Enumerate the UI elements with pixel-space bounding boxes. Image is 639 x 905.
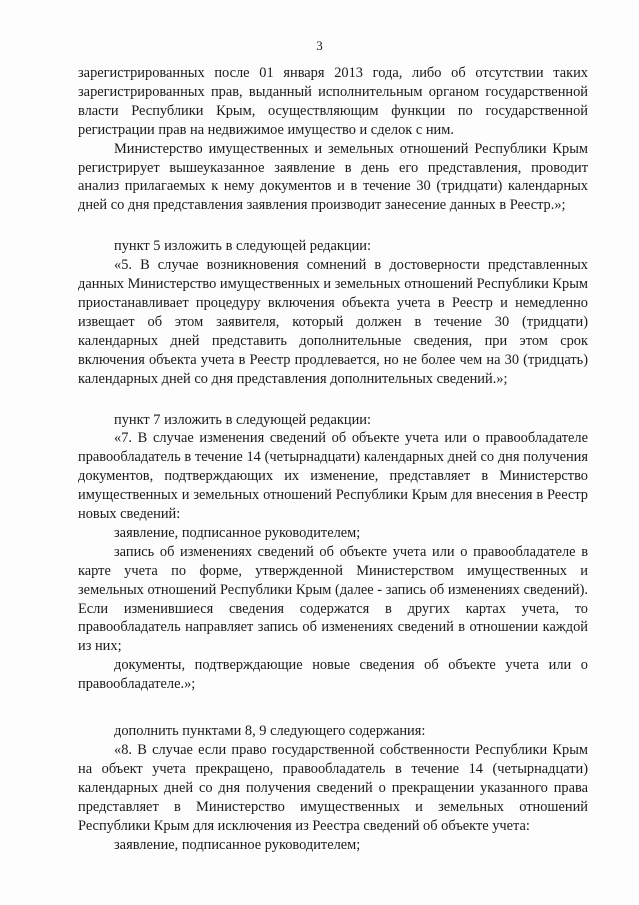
paragraph-point7-documents: документы, подтверждающие новые сведения об объекте учета или о правообладателе.»;: [78, 657, 588, 693]
paragraph-point7-heading: пункт 7 изложить в следующей редакции:: [114, 411, 371, 428]
paragraph-point8-application: заявление, подписанное руководителем;: [114, 836, 361, 853]
paragraph-point7-text: «7. В случае изменения сведений об объекте учета или о правообладателе правообладатель в течение 14 (четырнадцати) календарных дней со дня получения документов, подтверждающих их изменение, представляет в Министерство имущественных и земельных отношений Республики Крым для внесения в Реестр новых сведений:: [78, 430, 588, 523]
paragraph-add-points-heading: дополнить пунктами 8, 9 следующего содержания:: [114, 723, 426, 740]
document-body: [78, 64, 588, 854]
paragraph-point5-text: «5. В случае возникновения сомнений в достоверности представленных данных Министерство имущественных и земельных отношений Республики Крым приостанавливает процедуру включения объекта учета в Реестр и немедленно извещает об этом заявителя, который должен в течение 30 (тридцати) календарных дней представить дополнительные сведения, при этом срок включения объекта учета в Реестр продлевается, но не более чем на 30 (тридцать) календарных дней со дня представления дополнительных сведений.»;: [78, 257, 588, 387]
page-number: 3: [316, 38, 323, 53]
paragraph-point7-change-record: запись об изменениях сведений об объекте учета или о правообладателе в карте учета по форме, утвержденной Министерством имущественных и земельных отношений Республики Крым (далее - запись об изменениях сведений). Если изменившиеся сведения содержатся в других картах учета, то правообладатель направляет запись об изменениях сведений в отношении каждой из них;: [78, 543, 588, 655]
paragraph-point7-application: заявление, подписанное руководителем;: [114, 524, 361, 541]
paragraph-point8-text: «8. В случае если право государственной собственности Республики Крым на объект учета прекращено, правообладатель в течение 14 (четырнадцати) календарных дней со дня получения сведений о прекращении указанного права представляет в Министерство имущественных и земельных отношений Республики Крым для исключения из Реестра сведений об объекте учета:: [78, 742, 588, 834]
paragraph-ministry-registers: Министерство имущественных и земельных отношений Республики Крым регистрирует вышеуказанное заявление в день его представления, проводит анализ прилагаемых к нему документов и в течение 30 (тридцати) календарных дней со дня представления заявления производит занесение данных в Реестр.»;: [78, 140, 588, 214]
paragraph-registration-continuation: зарегистрированных после 01 января 2013 года, либо об отсутствии таких зарегистрированных прав, выданный исполнительным органом государственной власти Республики Крым, осуществляющим функции по государственной регистрации прав на недвижимое имущество и сделок с ним.: [78, 65, 588, 138]
paragraph-point5-heading: пункт 5 изложить в следующей редакции:: [114, 238, 371, 255]
